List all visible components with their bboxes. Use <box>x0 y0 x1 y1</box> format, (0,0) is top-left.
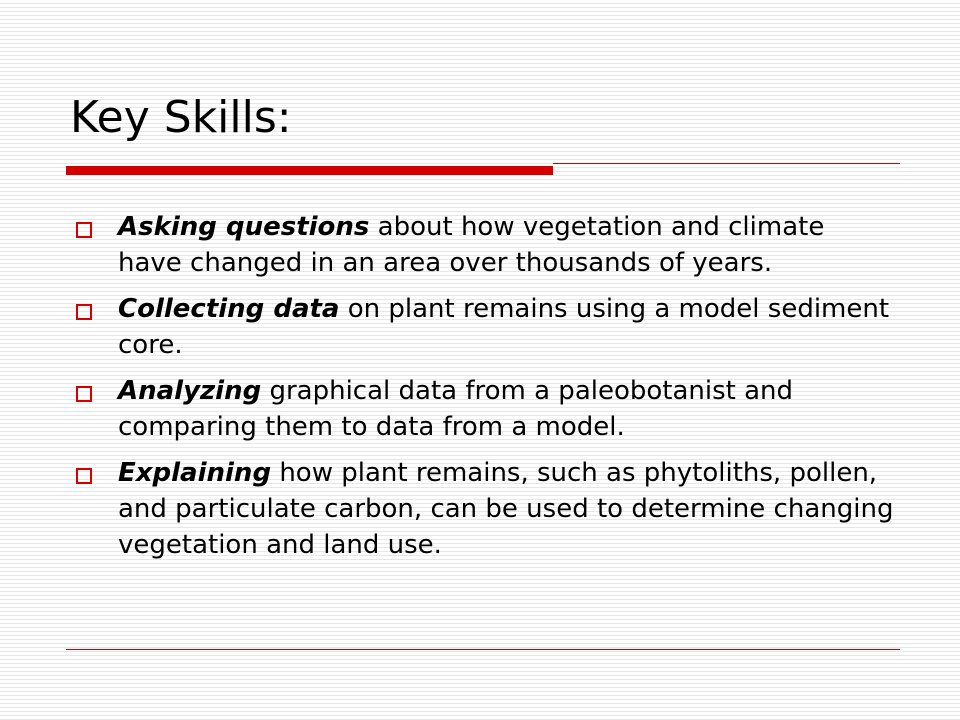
bullet-text: graphical data from a paleobotanist and comparing them to data from a model. <box>118 376 794 442</box>
bullet-item <box>74 373 894 445</box>
hollow-square-icon <box>76 386 92 402</box>
bullet-lead: Asking questions <box>118 212 370 242</box>
title-underline-bar <box>66 166 553 175</box>
footer-thin-line <box>66 649 900 650</box>
bullet-text: how plant remains, such as phytoliths, pollen, and particulate carbon, can be used to determine changing vegetation and land use. <box>118 458 894 560</box>
bullet-lead: Analyzing <box>118 376 262 406</box>
bullet-item <box>74 455 894 563</box>
hollow-square-icon <box>76 222 92 238</box>
hollow-square-icon <box>76 468 92 484</box>
title-underline-thin-line <box>553 163 900 164</box>
bullet-text: on plant remains using a model sediment core. <box>118 294 890 360</box>
slide-title: Key Skills: <box>70 92 292 143</box>
bullet-item <box>74 291 894 363</box>
bullet-lead: Explaining <box>118 458 272 488</box>
hollow-square-icon <box>76 304 92 320</box>
bullet-text: about how vegetation and climate have changed in an area over thousands of years. <box>118 212 825 278</box>
bullet-item <box>74 209 894 281</box>
bullet-lead: Collecting data <box>118 294 340 324</box>
bullet-list <box>74 209 894 573</box>
